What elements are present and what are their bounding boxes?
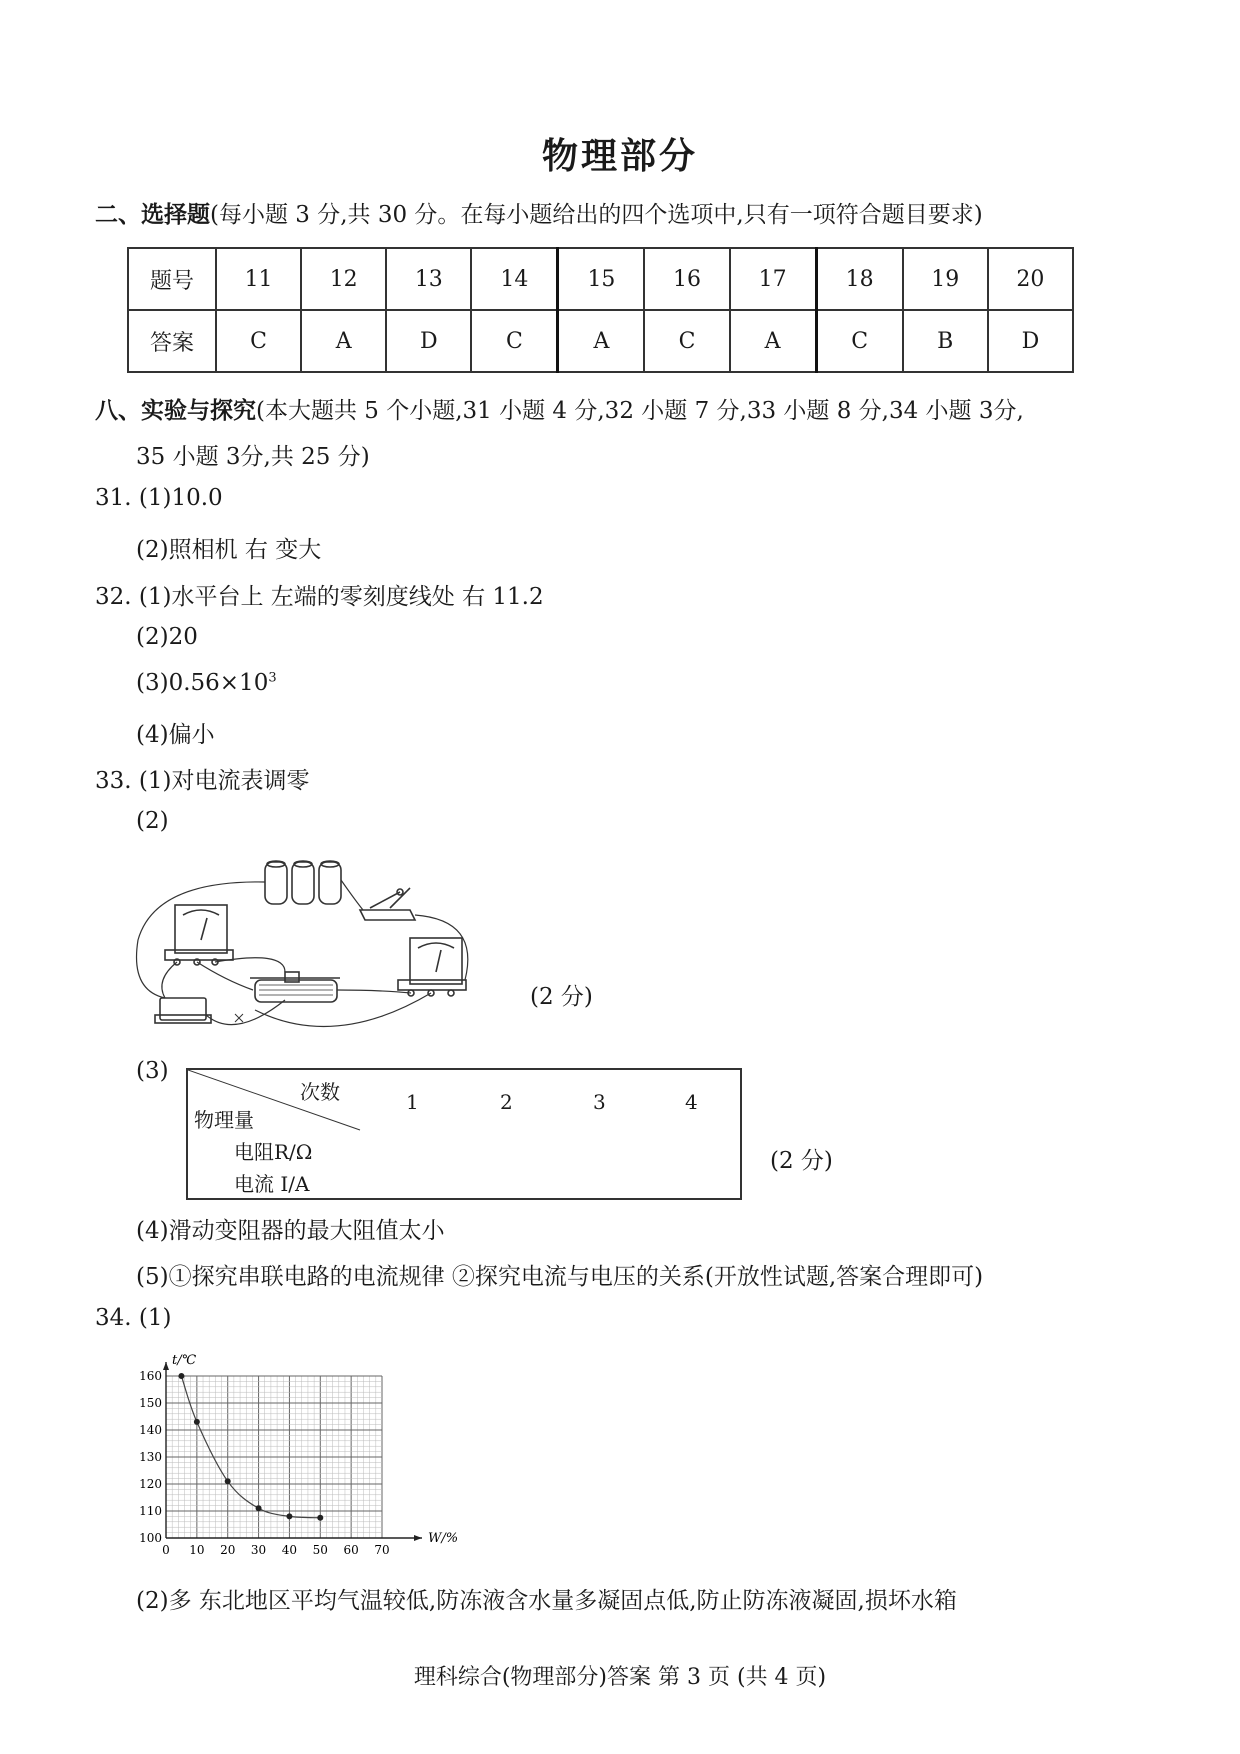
q33-part-4: (4)滑动变阻器的最大阻值太小 [136, 1218, 445, 1244]
question-number: 16 [644, 248, 729, 310]
answer-cell: A [558, 310, 645, 372]
x-tick-label: 0 [162, 1543, 170, 1557]
y-tick-label: 140 [139, 1423, 162, 1437]
section-2-heading: 二、选择题 [95, 202, 210, 228]
q34-part-1: 34. (1) [95, 1305, 172, 1331]
answer-cell: C [644, 310, 729, 372]
y-tick-label: 130 [139, 1450, 162, 1464]
circuit-diagram [135, 850, 495, 1040]
section-8-desc-line-2: 35 小题 3分,共 25 分) [136, 444, 370, 470]
q32-part-3-base: (3)0.56×10 [136, 670, 269, 696]
table-row-resistance: 电阻R/Ω [234, 1140, 313, 1164]
fitted-curve [181, 1376, 320, 1518]
answer-cell: D [988, 310, 1073, 372]
q32-part-3 [136, 670, 277, 696]
y-axis-label: t/℃ [172, 1353, 197, 1368]
data-point [317, 1515, 323, 1521]
chart-ticks [139, 1369, 390, 1557]
answer-cell: C [471, 310, 558, 372]
q33-part-1: 33. (1)对电流表调零 [95, 768, 310, 794]
table-col-header: 1 [406, 1090, 419, 1114]
answer-cell: A [730, 310, 817, 372]
voltmeter-icon [398, 938, 466, 996]
q33-part-5: (5)①探究串联电路的电流规律 ②探究电流与电压的关系(开放性试题,答案合理即可) [136, 1264, 984, 1290]
answer-table [127, 247, 1074, 373]
q33-part-2: (2) [136, 808, 169, 834]
answer-cell: A [301, 310, 386, 372]
data-point [256, 1505, 262, 1511]
answer-table-number-row [128, 248, 1073, 310]
q32-part-2: (2)20 [136, 624, 198, 650]
q31-part-2: (2)照相机 右 变大 [136, 537, 322, 563]
ammeter-icon [165, 905, 233, 965]
circuit-score: (2 分) [530, 984, 593, 1010]
x-axis-arrow [414, 1535, 422, 1541]
y-tick-label: 120 [139, 1477, 162, 1491]
answer-cell: D [386, 310, 471, 372]
answer-cell: C [816, 310, 903, 372]
question-number: 13 [386, 248, 471, 310]
row-label-answer: 答案 [128, 310, 216, 372]
q31-part-1: 31. (1)10.0 [95, 485, 223, 511]
row-label-number: 题号 [128, 248, 216, 310]
question-number: 12 [301, 248, 386, 310]
question-number: 11 [216, 248, 301, 310]
page-footer: 理科综合(物理部分)答案 第 3 页 (共 4 页) [413, 1665, 827, 1690]
table-corner-top: 次数 [300, 1080, 340, 1104]
data-record-table [186, 1068, 742, 1200]
section-2-desc: (每小题 3 分,共 30 分。在每小题给出的四个选项中,只有一项符合题目要求) [210, 202, 983, 228]
q34-part-2: (2)多 东北地区平均气温较低,防冻液含水量多凝固点低,防止防冻液凝固,损坏水箱 [136, 1588, 957, 1614]
y-tick-label: 100 [139, 1531, 162, 1545]
q32-part-4: (4)偏小 [136, 722, 215, 748]
data-point [178, 1373, 184, 1379]
data-point [286, 1513, 292, 1519]
x-axis-label: W/% [428, 1531, 459, 1546]
x-tick-label: 20 [220, 1543, 236, 1557]
table-score: (2 分) [770, 1148, 833, 1174]
question-number: 17 [730, 248, 817, 310]
answer-cell: C [216, 310, 301, 372]
table-row-current: 电流 I/A [234, 1172, 310, 1196]
x-tick-label: 70 [374, 1543, 390, 1557]
question-number: 15 [558, 248, 645, 310]
y-axis-arrow [163, 1362, 169, 1370]
switch-icon [360, 888, 415, 920]
x-tick-label: 30 [250, 1543, 267, 1557]
x-tick-label: 10 [189, 1543, 205, 1557]
question-number: 19 [903, 248, 988, 310]
x-tick-label: 60 [343, 1543, 359, 1557]
question-number: 14 [471, 248, 558, 310]
data-point [225, 1478, 231, 1484]
data-point [194, 1419, 200, 1425]
answer-table-answer-row [128, 310, 1073, 372]
section-8-heading-line [95, 392, 1024, 425]
rheostat-icon [250, 972, 340, 1002]
q32-part-3-exponent: 3 [268, 670, 277, 686]
q32-part-1: 32. (1)水平台上 左端的零刻度线处 右 11.2 [95, 584, 544, 610]
resistor-icon [155, 998, 211, 1023]
battery-icon [265, 861, 341, 904]
q33-part-3: (3) [136, 1058, 169, 1084]
x-tick-label: 50 [312, 1543, 328, 1557]
temperature-chart [120, 1340, 470, 1560]
table-col-header: 4 [685, 1090, 698, 1114]
page-title: 物理部分 [541, 136, 698, 177]
table-corner-bottom: 物理量 [194, 1108, 254, 1132]
table-col-header: 3 [593, 1090, 606, 1114]
table-col-header: 2 [500, 1090, 513, 1114]
section-2-heading-line [95, 196, 983, 229]
question-number: 20 [988, 248, 1073, 310]
answer-cell: B [903, 310, 988, 372]
y-tick-label: 160 [139, 1369, 162, 1383]
x-tick-label: 40 [281, 1543, 298, 1557]
section-8-desc-line-1: (本大题共 5 个小题,31 小题 4 分,32 小题 7 分,33 小题 8 分,34 小题 3分, [256, 398, 1024, 424]
section-8-heading: 八、实验与探究 [95, 398, 256, 424]
question-number: 18 [816, 248, 903, 310]
y-tick-label: 110 [139, 1504, 162, 1518]
y-tick-label: 150 [139, 1396, 162, 1410]
